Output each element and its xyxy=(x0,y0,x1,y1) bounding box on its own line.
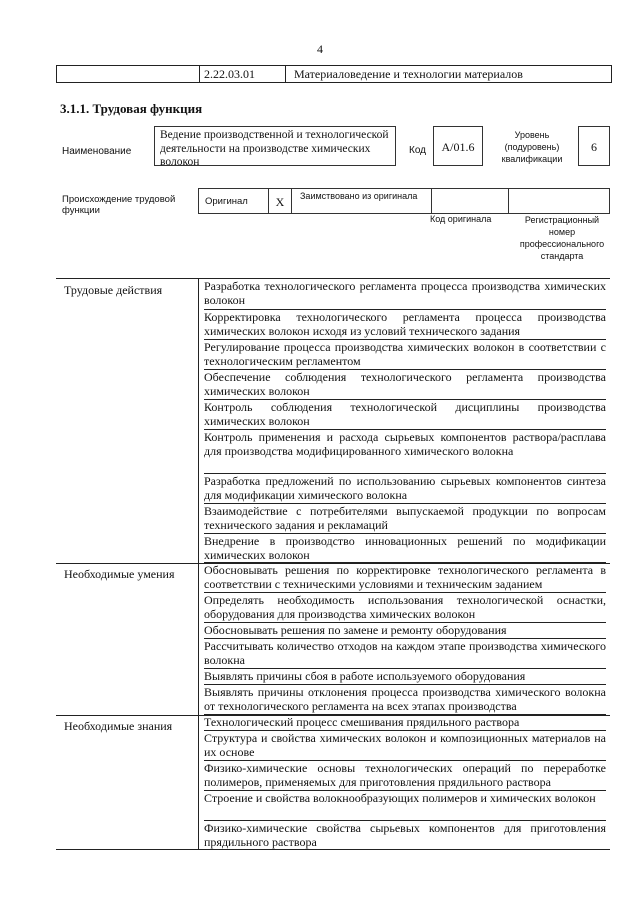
name-label: Наименование xyxy=(62,146,132,157)
code-original-label: Код оригинала xyxy=(430,214,492,224)
table-row: Структура и свойства химических волокон и композиционных материалов на их основе xyxy=(204,731,606,759)
table-row: Внедрение в производство инновационных решений по модификации химических волокон xyxy=(204,534,606,562)
header-title: Материаловедение и технологии материалов xyxy=(294,67,523,81)
section-label-knowledge: Необходимые знания xyxy=(64,719,173,733)
section-heading: 3.1.1. Трудовая функция xyxy=(60,101,203,116)
table-row: Обосновывать решения по замене и ремонту оборудования xyxy=(204,623,606,639)
table-row: Разработка предложений по использованию сырьевых компонентов синтеза для модификации химического волокна xyxy=(204,474,606,502)
origin-reg-cell xyxy=(509,189,609,213)
header-code: 2.22.03.01 xyxy=(200,66,286,82)
code-label: Код xyxy=(409,145,427,156)
table-row: Обеспечение соблюдения технологического регламента производства химических волокон xyxy=(204,370,606,398)
origin-original-label: Оригинал xyxy=(199,189,269,213)
table-row: Разработка технологического регламента процесса производства химических волокон xyxy=(204,279,606,310)
table-row: Физико-химические свойства сырьевых компонентов для приготовления прядильного раствора xyxy=(204,821,606,849)
section-label-actions: Трудовые действия xyxy=(64,283,163,297)
header-row xyxy=(56,65,612,83)
level-label: Уровень (подуровень) квалификации xyxy=(501,130,563,164)
function-details-table xyxy=(56,278,610,850)
table-row: Физико-химические основы технологических операций по переработке полимеров, применяемых для приготовления прядильного раствора xyxy=(204,761,606,789)
level-value: 6 xyxy=(578,126,610,166)
origin-borrowed-label: Заимствовано из оригинала xyxy=(292,189,432,213)
table-divider xyxy=(198,279,199,850)
table-row: Выявлять причины сбоя в работе используемого оборудования xyxy=(204,669,606,685)
table-row: Обосновывать решения по корректировке технологического регламента в соответствии с техническими условиями и техническим заданием xyxy=(204,563,606,591)
page-number: 4 xyxy=(317,42,323,56)
table-row: Технологический процесс смешивания прядильного раствора xyxy=(204,715,606,731)
function-name: Ведение производственной и технологической деятельности на производстве химических волокон xyxy=(154,126,396,166)
table-row: Взаимодействие с потребителями выпускаемой продукции по вопросам технического задания и рекламаций xyxy=(204,504,606,532)
function-code: A/01.6 xyxy=(433,126,483,166)
table-row: Рассчитывать количество отходов на каждом этапе производства химического волокна xyxy=(204,639,606,667)
table-row: Корректировка технологического регламента процесса производства химических волокон исходя из условий технического задания xyxy=(204,310,606,338)
origin-code-cell xyxy=(432,189,509,213)
reg-number-label: Регистрационный номер профессионального стандарта xyxy=(519,215,605,261)
table-row: Строение и свойства волокнообразующих полимеров и химических волокон xyxy=(204,791,606,821)
origin-row xyxy=(198,188,610,214)
table-row: Регулирование процесса производства химических волокон в соответствии с технологическим регламентом xyxy=(204,340,606,368)
table-row: Выявлять причины отклонения процесса производства химического волокна от технологического регламента на всех этапах производства xyxy=(204,685,606,713)
origin-label: Происхождение трудовой функции xyxy=(62,194,176,216)
table-row: Контроль соблюдения технологической дисциплины производства химических волокон xyxy=(204,400,606,428)
origin-mark: X xyxy=(269,189,292,213)
table-row: Контроль применения и расхода сырьевых компонентов раствора/расплава для производства модифицированного химического волокна xyxy=(204,430,606,474)
header-empty-cell xyxy=(57,66,200,82)
table-row: Определять необходимость использования технологической оснастки, оборудования для производства химических волокон xyxy=(204,593,606,621)
section-label-skills: Необходимые умения xyxy=(64,567,175,581)
